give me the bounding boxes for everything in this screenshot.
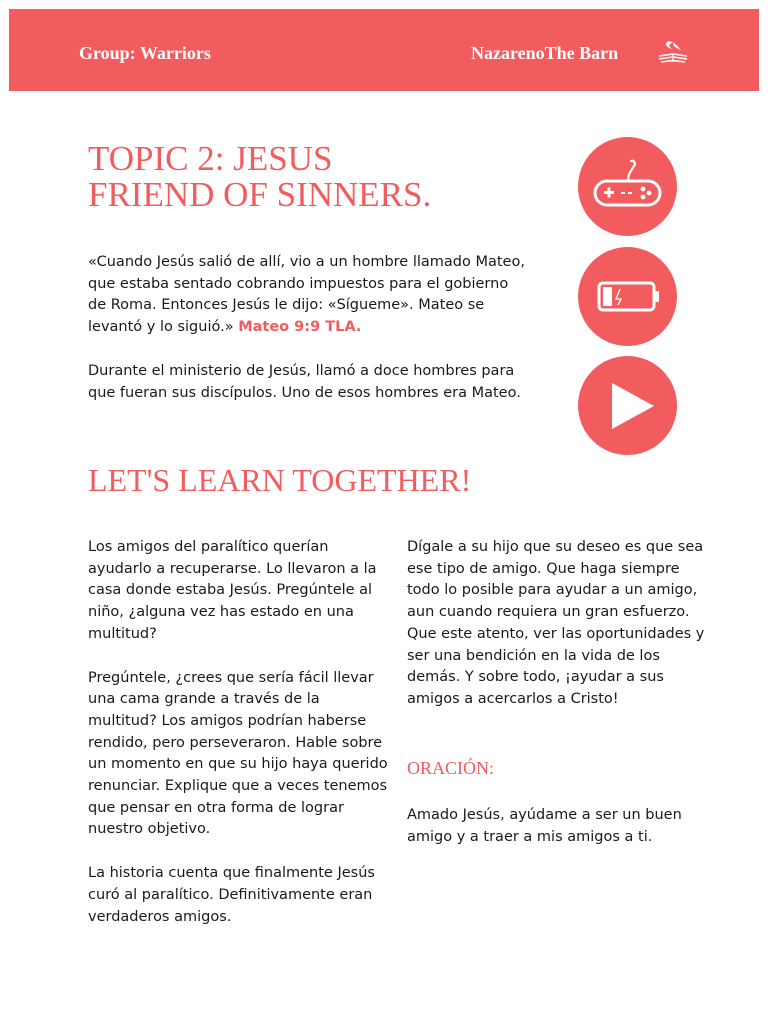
nazarene-flame-logo-icon <box>655 38 691 68</box>
play-icon[interactable] <box>578 356 677 455</box>
page-title <box>88 141 431 213</box>
header-banner <box>9 9 759 91</box>
left-paragraph-3: La historia cuenta que finalmente Jesús curó al paralítico. Definitivamente eran verdaderos amigos. <box>88 865 375 925</box>
group-name: Group: Warriors <box>79 43 211 63</box>
church-name: NazarenoThe Barn <box>471 43 619 63</box>
left-paragraph-1: Los amigos del paralítico querían ayudarlo a recuperarse. Lo llevaron a la casa donde estaba Jesús. Pregúntele al niño, ¿alguna vez has estado en una multitud? <box>88 539 377 642</box>
intro-quote <box>88 252 528 339</box>
quote-text: «Cuando Jesús salió de allí, vio a un hombre llamado Mateo, que estaba sentado cobrando impuestos para el gobierno de Roma. Entonces Jesús le dijo: «Sígueme». Mateo se levantó y lo siguió.» <box>88 254 525 336</box>
bible-reference: Mateo 9:9 TLA. <box>238 319 362 336</box>
prayer-heading: ORACIÓN: <box>407 758 495 778</box>
right-column <box>407 537 707 711</box>
low-battery-icon <box>578 247 677 346</box>
section-heading: LET'S LEARN TOGETHER! <box>88 462 472 498</box>
left-paragraph-2: Pregúntele, ¿crees que sería fácil llevar una cama grande a través de la multitud? Los amigos podrían haberse rendido, pero perseveraron. Hable sobre un momento en que su hijo haya querido renunciar. Explique que a veces tenemos que pensar en otra forma de lograr nuestro objetivo. <box>88 669 388 838</box>
prayer-text: Amado Jesús, ayúdame a ser un buen amigo y a traer a mis amigos a ti. <box>407 807 682 845</box>
title-line-1: TOPIC 2: JESUS <box>88 139 333 178</box>
intro-paragraph: Durante el ministerio de Jesús, llamó a doce hombres para que fueran sus discípulos. Uno de esos hombres era Mateo. <box>88 363 521 401</box>
left-column <box>88 537 388 928</box>
title-line-2: FRIEND OF SINNERS. <box>88 175 432 214</box>
game-controller-icon <box>578 137 677 236</box>
right-paragraph-1: Dígale a su hijo que su deseo es que sea ese tipo de amigo. Que haga siempre todo lo posible para ayudar a un amigo, aun cuando requiera un gran esfuerzo. Que este atento, ver las oportunidades y ser una bendición en la vida de los demás. Y sobre todo, ¡ayudar a sus amigos a acercarlos a Cristo! <box>407 539 705 707</box>
